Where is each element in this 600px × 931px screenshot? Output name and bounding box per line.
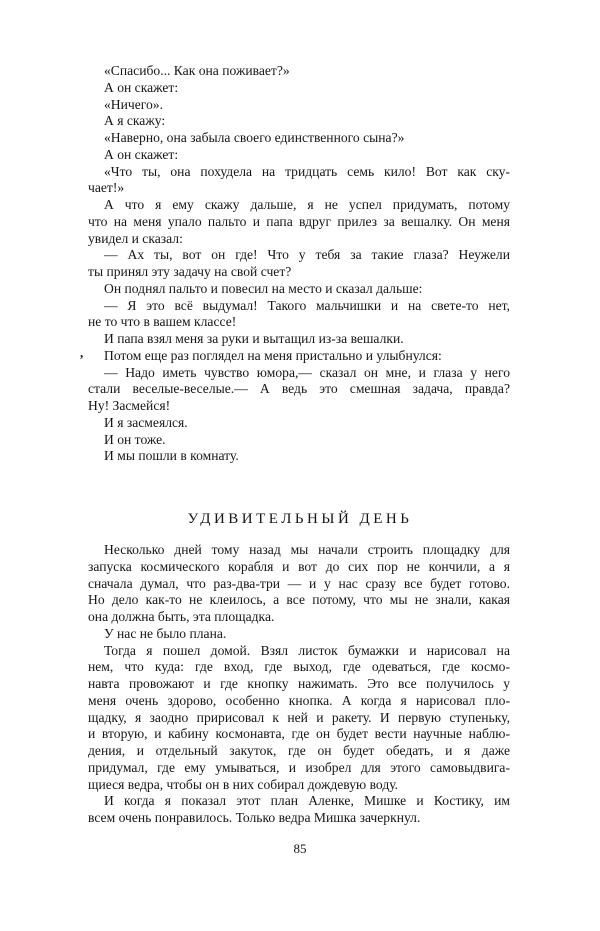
text-section-1	[88, 63, 510, 465]
text-line: И он тоже.	[104, 431, 166, 447]
text-line: что на меня упало пальто и папа вдруг прилез за вешалку. Он меня	[88, 213, 510, 229]
text-line: А я скажу:	[104, 113, 166, 129]
text-line: «Что ты, она похудела на тридцать семь кило! Вот как ску-	[104, 163, 510, 179]
text-line: — Я это всё выдумал! Такого мальчишки и на свете-то нет,	[104, 297, 510, 313]
text-line: чает!»	[88, 180, 125, 196]
text-line: Тогда я пошел домой. Взял листок бумажки и нарисовал на	[104, 642, 510, 658]
text-line: И когда я показал этот план Аленке, Мишке и Костику, им	[104, 793, 510, 809]
text-line: запуска космического корабля и вот до сих пор не кончили, а я	[88, 558, 510, 574]
text-line: Ну! Засмейся!	[88, 398, 171, 413]
text-line: дения, и отдельный закуток, где он будет обедать, и я даже	[88, 743, 510, 758]
text-line: ты принял эту задачу на свой счет?	[88, 264, 292, 279]
text-section-2	[88, 542, 510, 827]
text-line: Он поднял пальто и повесил на место и сказал дальше:	[104, 280, 423, 296]
text-line: «Ничего».	[104, 96, 163, 112]
text-line: Потом еще раз поглядел на меня пристально и улыбнулся:	[104, 347, 442, 363]
text-line: У нас не было плана.	[104, 625, 227, 641]
text-line: — Надо иметь чувство юмора,— сказал он мне, и глаза у него	[104, 364, 510, 380]
text-line: И папа взял меня за руки и вытащил из-за вешалки.	[104, 331, 404, 346]
text-line: — Ах ты, вот он где! Что у тебя за такие глаза? Неужели	[104, 247, 510, 263]
chapter-title: УДИВИТЕЛЬНЫЙ ДЕНЬ	[187, 511, 413, 527]
text-line: щиеся ведра, чтобы он в них собирал дождевую воду.	[88, 776, 399, 792]
page-number: 85	[293, 841, 307, 856]
text-line: А что я ему скажу дальше, я не успел придумать, потому	[104, 197, 510, 212]
text-line: «Спасибо... Как она поживает?»	[104, 63, 290, 78]
text-line: стали веселые-веселые.— А ведь это смешная задача, правда?	[88, 381, 510, 397]
text-line: щадку, я заодно пририсовал к ней и ракету. И первую ступеньку,	[88, 709, 510, 725]
text-line: Несколько дней тому назад мы начали строить площадку для	[104, 542, 510, 557]
margin-mark: ,	[80, 345, 84, 360]
text-line: «Наверно, она забыла своего единственного сына?»	[104, 130, 405, 145]
text-line: навта провожают и где кнопку нажимать. Это все получилось у	[88, 676, 510, 691]
text-line: всем очень понравилось. Только ведра Мишка зачеркнул.	[88, 810, 421, 825]
text-line: придумал, где ему умываться, и изобрел для этого самовыдвига-	[88, 759, 510, 775]
text-line: Но дело как-то не клеилось, а все потому, что мы не знали, какая	[88, 592, 510, 608]
text-line: меня очень здорово, особенно кнопка. А когда я нарисовал пло-	[88, 692, 510, 708]
text-line: А он скажет:	[104, 79, 179, 95]
text-line: увидел и сказал:	[88, 230, 183, 246]
text-line: она должна быть, эта площадка.	[88, 609, 275, 624]
text-line: не то что в вашем классе!	[88, 314, 237, 330]
text-line: нем, что куда: где вход, где выход, где одеваться, где космо-	[88, 659, 510, 675]
text-line: И я засмеялся.	[104, 414, 188, 430]
text-line: А он скажет:	[104, 146, 179, 162]
text-line: сначала думал, что раз-два-три — и у нас сразу все будет готово.	[88, 575, 510, 591]
text-line: и вторую, и кабину космонавта, где он будет вести научные наблю-	[88, 726, 510, 742]
text-line: И мы пошли в комнату.	[104, 448, 239, 464]
